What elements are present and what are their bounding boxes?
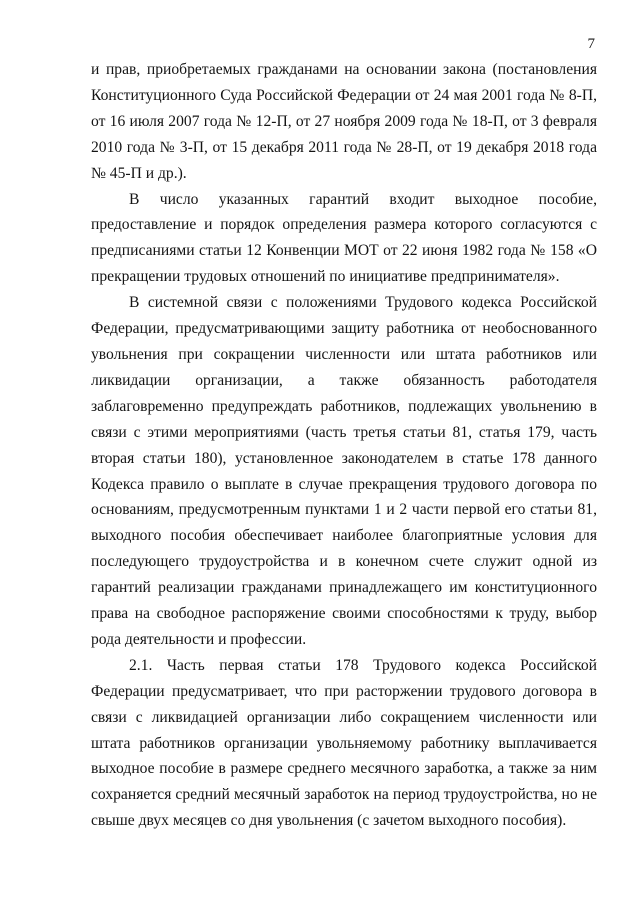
paragraph-section-2-1: 2.1. Часть первая статьи 178 Трудового кодекса Российской Федерации предусматривает, что при расторжении трудового договора в связи с ликвидацией организации либо сокращением численности или штата работников организации увольняемому работнику выплачивается выходное пособие в размере среднего месячного заработка, а также за ним сохраняется средний месячный заработок на период трудоустройства, но не свыше двух месяцев со дня увольнения (с зачетом выходного пособия).: [91, 656, 597, 830]
document-body: [91, 57, 597, 834]
paragraph-labor-code-context: В системной связи с положениями Трудового кодекса Российской Федерации, предусматривающими защиту работника от необоснованного увольнения при сокращении численности или штата работников или ликвидации организации, а также обязанность работодателя заблаговременно предупреждать работников, подлежащих увольнению в связи с этими мероприятиями (часть третья статьи 81, статья 179, часть вторая статьи 180), установленное законодателем в статье 178 данного Кодекса правило о выплате в случае прекращения трудового договора по основаниям, предусмотренным пунктами 1 и 2 части первой его статьи 81, выходного пособия обеспечивает наиболее благоприятные условия для последующего трудоустройства и в конечном счете служит одной из гарантий реализации гражданами принадлежащего им конституционного права на свободное распоряжение своими способностями к труду, выбор рода деятельности и профессии.: [91, 294, 597, 648]
page-number: 7: [587, 36, 595, 52]
paragraph-severance-guarantee: В число указанных гарантий входит выходное пособие, предоставление и порядок определения размера которого согласуются с предписаниями статьи 12 Конвенции МОТ от 22 июня 1982 года № 158 «О прекращении трудовых отношений по инициативе предпринимателя».: [91, 190, 597, 286]
paragraph-continuation: и прав, приобретаемых гражданами на основании закона (постановления Конституционного Суда Российской Федерации от 24 мая 2001 года № 8-П, от 16 июля 2007 года № 12-П, от 27 ноября 2009 года № 18-П, от 3 февраля 2010 года № 3-П, от 15 декабря 2011 года № 28-П, от 19 декабря 2018 года № 45-П и др.).: [91, 61, 597, 182]
